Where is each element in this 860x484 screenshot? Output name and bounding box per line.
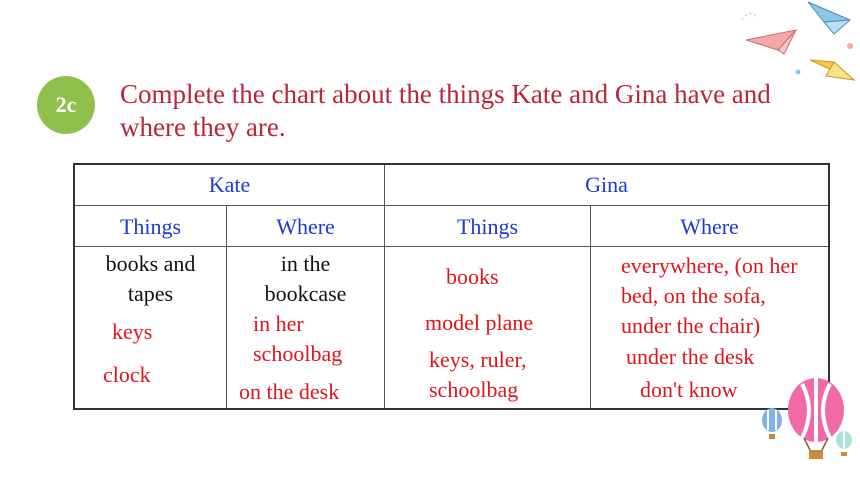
gina-things-answer-3b: schoolbag — [429, 377, 519, 402]
gina-where-answer-3: don't know — [640, 377, 738, 402]
kate-where-answer-3: on the desk — [239, 379, 340, 404]
kate-where-answer-1: in her — [253, 311, 304, 336]
gina-where-answer-1a: everywhere, (on her — [621, 253, 798, 278]
gina-things-answer-books: books — [446, 264, 499, 289]
gina-where-answer-2: under the desk — [626, 344, 755, 369]
header-kate: Kate — [208, 172, 251, 197]
paper-planes-icon — [738, 0, 860, 90]
section-badge: 2c — [37, 76, 95, 134]
kate-things-answer-clock: clock — [103, 362, 151, 387]
header-gina: Gina — [585, 172, 628, 197]
gina-things-answer-plane: model plane — [425, 310, 534, 335]
kate-where-given-1: in the — [280, 251, 331, 276]
subheader-gina-where: Where — [680, 214, 739, 239]
row-divider-2 — [75, 246, 828, 247]
subheader-gina-things: Things — [456, 214, 519, 239]
instruction-text: Complete the chart about the things Kate and Gina have and where they are. — [120, 79, 771, 142]
hot-air-balloons-icon — [758, 376, 858, 476]
subheader-kate-where: Where — [276, 214, 335, 239]
kate-where-answer-2: schoolbag — [253, 341, 343, 366]
kate-where-given-2: bookcase — [264, 281, 347, 306]
gina-where-answer-1c: under the chair) — [621, 313, 761, 338]
chart-table — [73, 163, 830, 410]
subheader-kate-things: Things — [119, 214, 182, 239]
row-divider-1 — [75, 205, 828, 206]
gina-where-answer-1b: bed, on the sofa, — [621, 283, 766, 308]
kate-things-given-1: books and — [105, 251, 196, 276]
kate-things-given-2: tapes — [127, 281, 174, 306]
gina-things-answer-3a: keys, ruler, — [429, 347, 527, 372]
col-divider-main — [384, 165, 385, 408]
kate-things-answer-keys: keys — [112, 319, 153, 344]
